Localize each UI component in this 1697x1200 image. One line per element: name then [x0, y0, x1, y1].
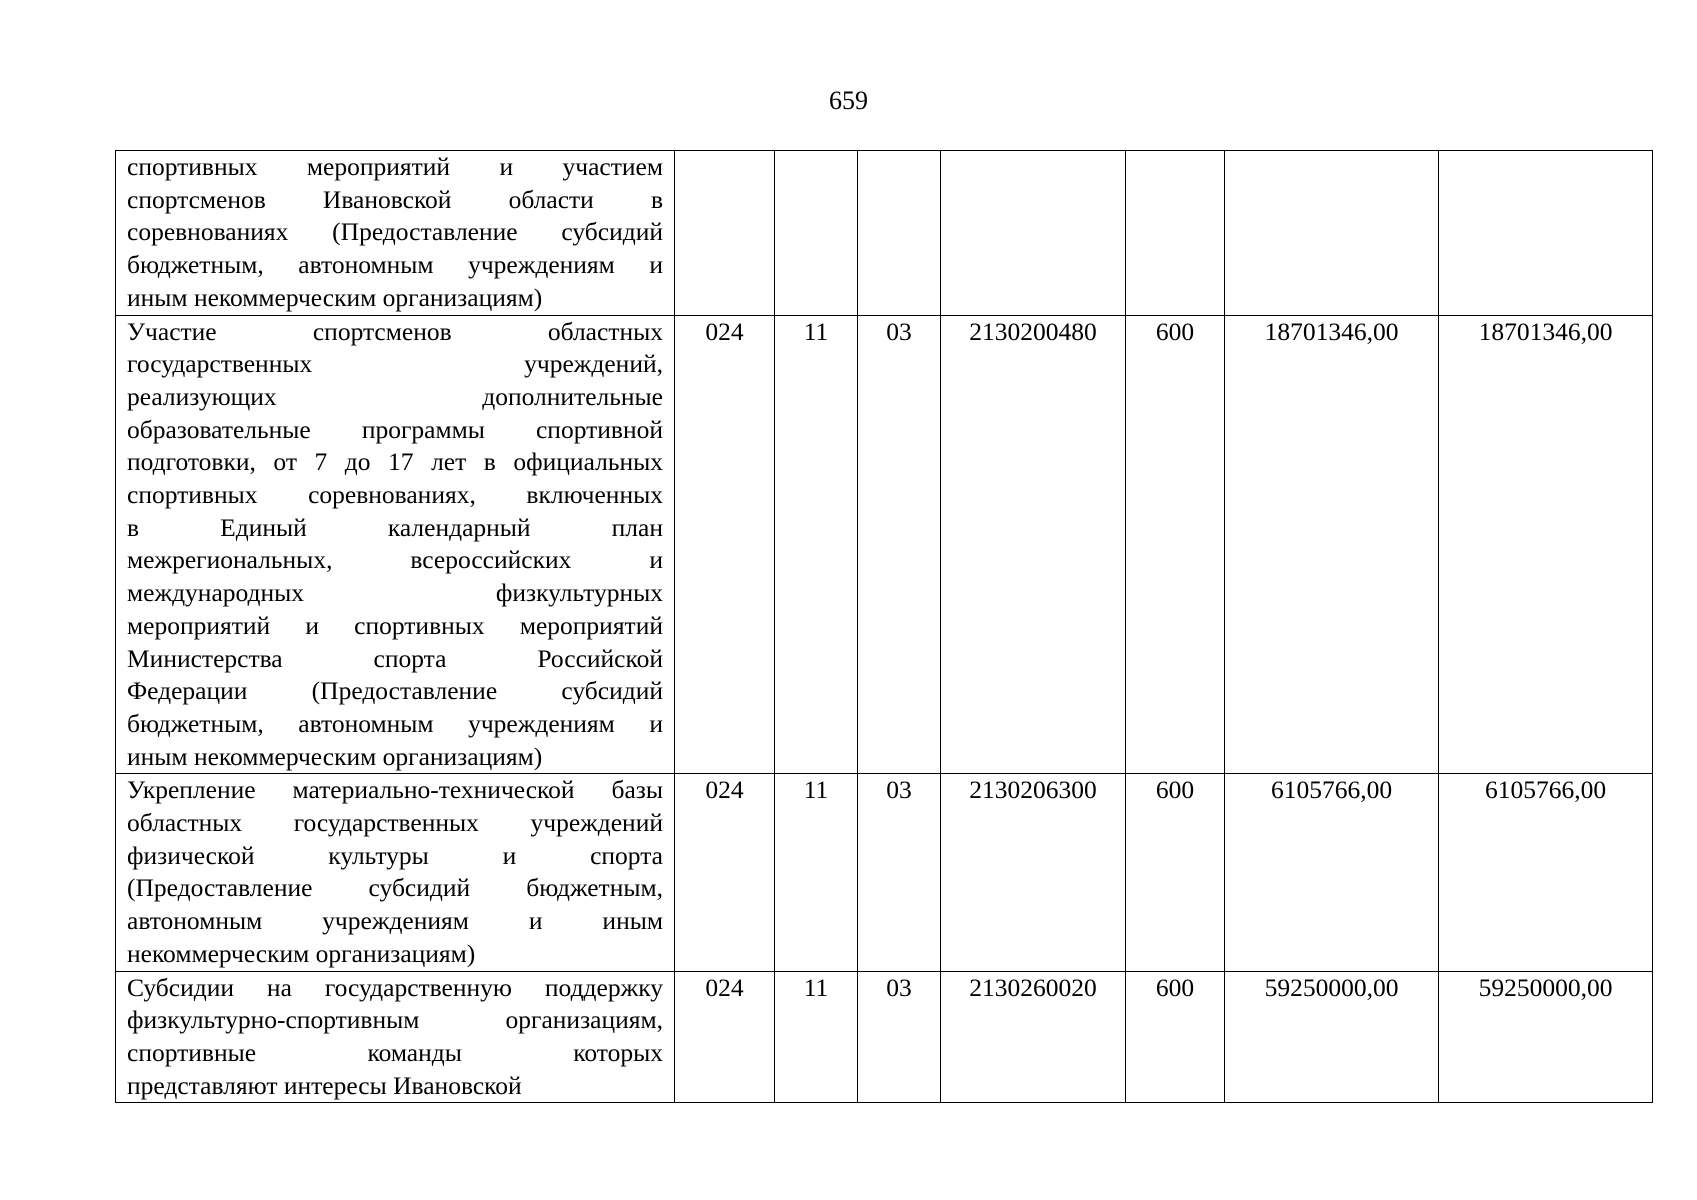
description-cell: [116, 151, 675, 316]
table-row: [116, 151, 1653, 316]
sum-year2-cell: 59250000,00: [1439, 971, 1653, 1103]
budget-table: [115, 150, 1653, 1103]
table-row: [116, 971, 1653, 1103]
sum-year2-cell: 6105766,00: [1439, 774, 1653, 971]
description-line: спортивных соревнованиях, включенных: [127, 480, 663, 510]
description-line: международных физкультурных: [127, 578, 663, 608]
ministry-code-cell: 024: [675, 971, 775, 1103]
description-line: некоммерческим организациям): [127, 938, 476, 968]
page-number: 659: [829, 86, 868, 115]
sum-year2-cell: [1439, 151, 1653, 316]
description-line: физкультурно-спортивным организациям,: [127, 1005, 663, 1035]
description-line: бюджетным, автономным учреждениям и: [127, 250, 663, 280]
sum-year1-cell: [1225, 151, 1439, 316]
ministry-code-cell: [675, 151, 775, 316]
target-article-cell: [941, 151, 1126, 316]
sum-year1-cell: 18701346,00: [1225, 315, 1439, 774]
subsection-code-cell: 03: [858, 971, 941, 1103]
subsection-code-cell: 03: [858, 774, 941, 971]
ministry-code-cell: 024: [675, 315, 775, 774]
description-line: реализующих дополнительные: [127, 381, 663, 411]
description-line: областных государственных учреждений: [127, 808, 663, 838]
description-line: Укрепление материально-технической базы: [127, 775, 663, 805]
table-row: [116, 315, 1653, 774]
section-code-cell: 11: [775, 971, 858, 1103]
description-line: спортсменов Ивановской области в: [127, 184, 663, 214]
table-row: [116, 774, 1653, 971]
description-line: бюджетным, автономным учреждениям и: [127, 708, 663, 738]
sum-year2-cell: 18701346,00: [1439, 315, 1653, 774]
description-line: межрегиональных, всероссийских и: [127, 545, 663, 575]
target-article-cell: 2130206300: [941, 774, 1126, 971]
description-line: государственных учреждений,: [127, 349, 663, 379]
section-code-cell: [775, 151, 858, 316]
description-line: Участие спортсменов областных: [127, 316, 663, 346]
target-article-cell: 2130200480: [941, 315, 1126, 774]
subsection-code-cell: [858, 151, 941, 316]
subsection-code-cell: 03: [858, 315, 941, 774]
description-cell: [116, 971, 675, 1103]
description-line: представляют интересы Ивановской: [127, 1070, 522, 1100]
description-line: соревнованиях (Предоставление субсидий: [127, 217, 663, 247]
description-line: Министерства спорта Российской: [127, 643, 663, 673]
description-line: иным некоммерческим организациям): [127, 282, 543, 312]
description-line: физической культуры и спорта: [127, 840, 663, 870]
expense-type-cell: 600: [1126, 774, 1225, 971]
description-line: (Предоставление субсидий бюджетным,: [127, 873, 663, 903]
sum-year1-cell: 6105766,00: [1225, 774, 1439, 971]
description-line: иным некоммерческим организациям): [127, 741, 543, 771]
description-cell: [116, 774, 675, 971]
description-line: образовательные программы спортивной: [127, 414, 663, 444]
description-line: подготовки, от 7 до 17 лет в официальных: [127, 447, 663, 477]
description-line: автономным учреждениям и иным: [127, 906, 663, 936]
description-line: мероприятий и спортивных мероприятий: [127, 610, 663, 640]
section-code-cell: 11: [775, 774, 858, 971]
sum-year1-cell: 59250000,00: [1225, 971, 1439, 1103]
description-line: спортивных мероприятий и участием: [127, 152, 663, 181]
description-line: Субсидии на государственную поддержку: [127, 972, 663, 1002]
description-line: спортивные команды которых: [127, 1037, 663, 1067]
section-code-cell: 11: [775, 315, 858, 774]
target-article-cell: 2130260020: [941, 971, 1126, 1103]
expense-type-cell: [1126, 151, 1225, 316]
table-body: [116, 151, 1653, 1103]
expense-type-cell: 600: [1126, 315, 1225, 774]
description-line: Федерации (Предоставление субсидий: [127, 676, 663, 706]
description-cell: [116, 315, 675, 774]
ministry-code-cell: 024: [675, 774, 775, 971]
description-line: в Единый календарный план: [127, 512, 663, 542]
expense-type-cell: 600: [1126, 971, 1225, 1103]
